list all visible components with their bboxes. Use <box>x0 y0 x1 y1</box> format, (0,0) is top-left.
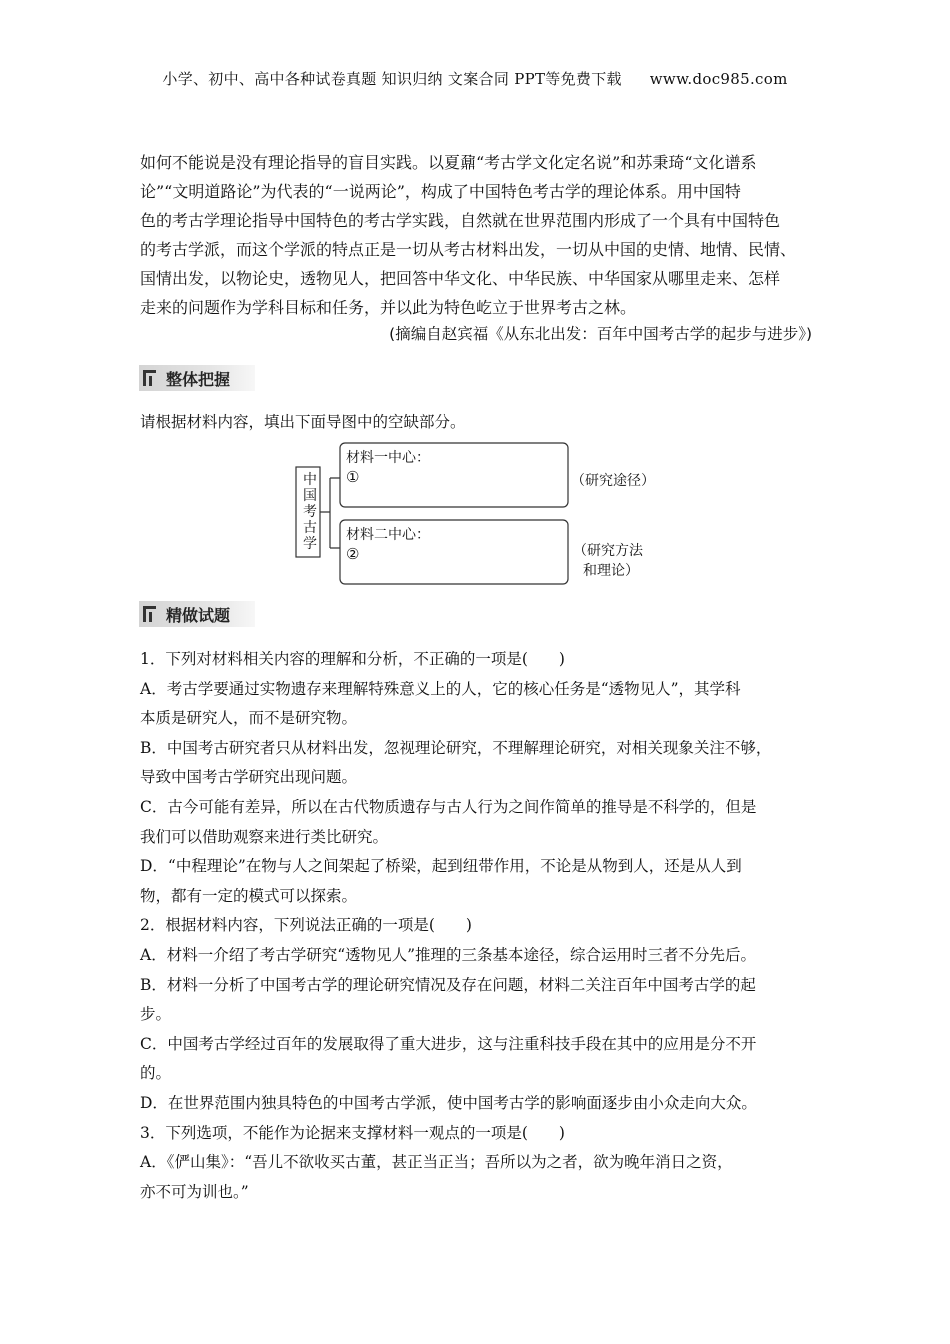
option-line: 的。 <box>140 1064 172 1083</box>
instruction-text: 请根据材料内容，填出下面导图中的空缺部分。 <box>140 413 466 431</box>
question-line: 1．下列对材料相关内容的理解和分析，不正确的一项是( ) <box>140 650 565 668</box>
option-line: B．材料一分析了中国考古学的理论研究情况及存在问题，材料二关注百年中国考古学的起 <box>140 975 756 994</box>
option-line: 本质是研究人，而不是研究物。 <box>140 709 358 728</box>
passage-line: 走来的问题作为学科目标和任务，并以此为特色屹立于世界考古之林。 <box>140 298 637 317</box>
header-site: www.doc985.com <box>649 70 788 88</box>
header-text: 小学、初中、高中各种试卷真题 知识归纳 文案合同 PPT等免费下载 <box>162 70 622 88</box>
questions-block <box>140 645 812 1207</box>
option-line: 步。 <box>140 1005 172 1024</box>
option-line: 导致中国考古学研究出现问题。 <box>140 768 358 787</box>
passage-line: 论”“文明道路论”为代表的“一说两论”，构成了中国特色考古学的理论体系。用中国特 <box>140 182 741 201</box>
option-line: 亦不可为训也。” <box>140 1182 249 1201</box>
passage-line: 国情出发，以物论史，透物见人，把回答中华文化、中华民族、中华国家从哪里走来、怎样 <box>140 269 781 288</box>
question-line: 2．根据材料内容，下列说法正确的一项是( ) <box>140 916 472 935</box>
section-title: 整体把握 <box>166 369 231 389</box>
passage-source: (摘编自赵宾福《从东北出发：百年中国考古学的起步与进步》) <box>389 325 812 343</box>
option-line: C．中国考古学经过百年的发展取得了重大进步，这与注重科技手段在其中的应用是分不开 <box>140 1034 757 1053</box>
root-label: 中国考古学 <box>303 472 317 552</box>
option-line: 物，都有一定的模式可以探索。 <box>140 886 358 905</box>
option-line: A．考古学要通过实物遗存来理解特殊意义上的人，它的核心任务是“透物见人”，其学科 <box>140 679 741 698</box>
box1-label: 材料一中心： <box>346 450 430 466</box>
box2-note-line1: （研究方法 <box>573 543 643 559</box>
option-line: C．古今可能有差异，所以在古代物质遗存与古人行为之间作简单的推导是不科学的，但是 <box>140 797 757 816</box>
option-line: D．在世界范围内独具特色的中国考古学派，使中国考古学的影响面逐步由小众走向大众。 <box>140 1093 757 1112</box>
option-line: D．“中程理论”在物与人之间架起了桥梁，起到纽带作用，不论是从物到人，还是从人到 <box>140 857 742 876</box>
passage-line: 的考古学派，而这个学派的特点正是一切从考古材料出发，一切从中国的史情、地情、民情、 <box>140 240 797 259</box>
option-line: 我们可以借助观察来进行类比研究。 <box>140 827 389 846</box>
box2-note-line2: 和理论） <box>583 563 639 579</box>
question-line: 3．下列选项，不能作为论据来支撑材料一观点的一项是( ) <box>140 1123 565 1142</box>
box1-note: （研究途径） <box>571 473 655 489</box>
option-line: A．《俨山集》：“吾儿不欲收买古董，甚正当正当；吾所以为之者，欲为晚年消日之资， <box>140 1153 733 1172</box>
section-title: 精做试题 <box>166 605 231 625</box>
section-bracket-icon <box>143 606 159 622</box>
passage-line: 色的考古学理论指导中国特色的考古学实践，自然就在世界范围内形成了一个具有中国特色 <box>140 211 781 230</box>
connector-brace <box>320 478 340 548</box>
box1-blank: ① <box>346 468 360 486</box>
section-header-exercises <box>139 601 255 627</box>
box2-blank: ② <box>346 545 360 563</box>
option-line: A．材料一介绍了考古学研究“透物见人”推理的三条基本途径，综合运用时三者不分先后。 <box>140 945 757 964</box>
passage-line: 如何不能说是没有理论指导的盲目实践。以夏鼐“考古学文化定名说”和苏秉琦“文化谱系 <box>140 153 757 172</box>
option-line: B．中国考古研究者只从材料出发，忽视理论研究，不理解理论研究，对相关现象关注不够， <box>140 738 772 757</box>
box2-label: 材料二中心： <box>346 527 430 543</box>
